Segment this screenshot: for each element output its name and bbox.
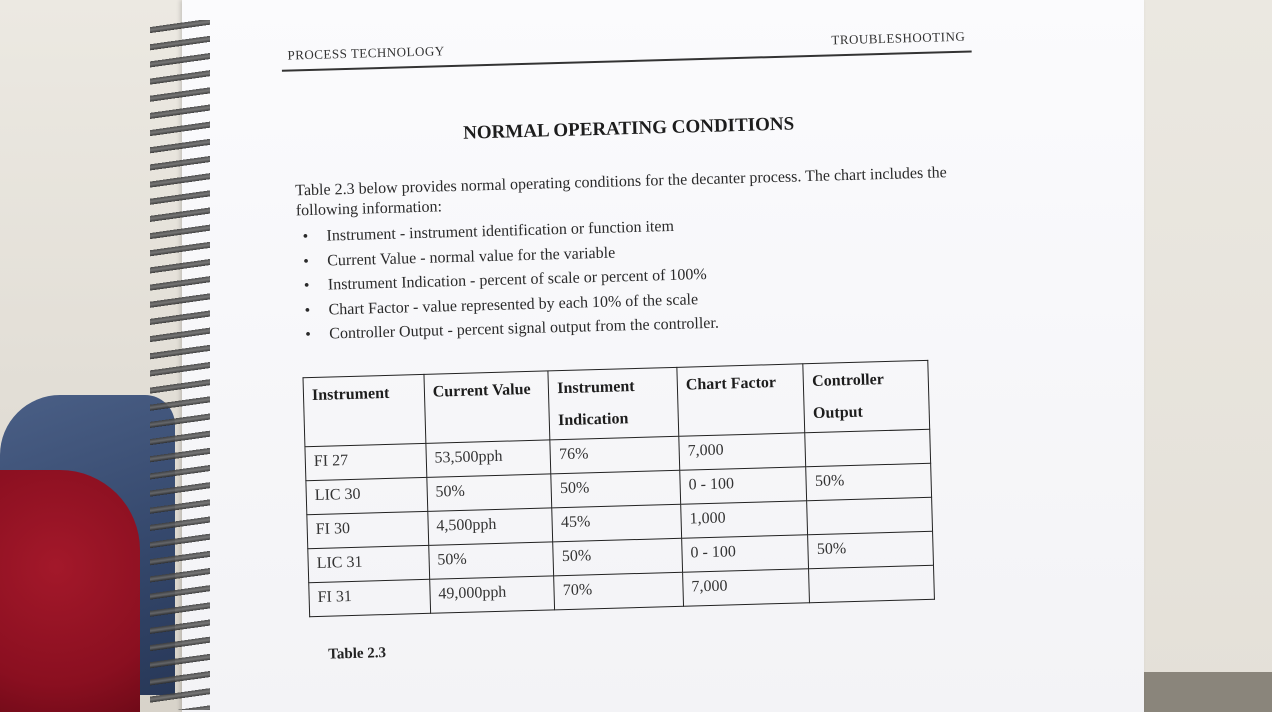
- definition-item: • Instrument - instrument identification or function item: [296, 208, 936, 250]
- column-header-instrument: Instrument: [303, 374, 426, 446]
- cell-instrument-indication: 45%: [552, 504, 682, 542]
- cell-current-value: 50%: [428, 542, 553, 579]
- cell-controller-output: [807, 497, 933, 534]
- cell-current-value: 50%: [427, 474, 552, 511]
- column-header-controller-output: Controller Output: [803, 360, 930, 432]
- cell-current-value: 53,500pph: [426, 440, 551, 477]
- background-red-cloth: [0, 470, 140, 712]
- intro-paragraph: Table 2.3 below provides normal operating conditions for the decanter process. The chart includes the following information:: [295, 164, 947, 220]
- definition-item: • Current Value - normal value for the variable: [297, 232, 937, 274]
- cell-instrument-indication: 70%: [554, 572, 684, 610]
- spiral-binding: [150, 20, 210, 710]
- cell-current-value: 4,500pph: [428, 508, 553, 545]
- operating-conditions-table: [302, 360, 934, 617]
- definition-list: [296, 208, 939, 348]
- cell-chart-factor: 1,000: [681, 501, 808, 539]
- definition-item: • Instrument Indication - percent of scale or percent of 100%: [298, 257, 938, 299]
- header-chapter-title: TROUBLESHOOTING: [831, 28, 966, 48]
- cell-instrument-indication: 50%: [553, 538, 683, 576]
- column-header-instrument-indication: Instrument Indication: [548, 367, 679, 440]
- definition-item: • Controller Output - percent signal output from the controller.: [299, 305, 939, 347]
- page-title: NORMAL OPERATING CONDITIONS: [462, 113, 795, 144]
- cell-instrument: FI 27: [305, 443, 427, 480]
- definition-item: • Chart Factor - value represented by each 10% of the scale: [298, 281, 938, 323]
- cell-instrument: FI 31: [309, 579, 431, 616]
- page-content: [281, 1, 990, 710]
- cell-controller-output: [809, 565, 935, 602]
- cell-instrument: LIC 30: [306, 477, 428, 514]
- cell-instrument-indication: 50%: [551, 470, 681, 508]
- table-caption: Table 2.3: [328, 645, 387, 663]
- cell-current-value: 49,000pph: [429, 576, 554, 613]
- cell-chart-factor: 0 - 100: [680, 467, 807, 505]
- header-section-title: PROCESS TECHNOLOGY: [287, 43, 445, 63]
- background-right: [1132, 0, 1272, 712]
- cell-controller-output: 50%: [808, 531, 934, 568]
- column-header-current-value: Current Value: [424, 371, 550, 443]
- background-table-surface: [1142, 672, 1272, 712]
- cell-chart-factor: 7,000: [683, 569, 810, 607]
- cell-controller-output: [805, 429, 931, 466]
- column-header-chart-factor: Chart Factor: [677, 364, 805, 437]
- cell-chart-factor: 0 - 100: [682, 535, 809, 573]
- cell-instrument: LIC 31: [308, 545, 430, 582]
- cell-instrument: FI 30: [307, 511, 429, 548]
- cell-chart-factor: 7,000: [679, 433, 806, 471]
- cell-controller-output: 50%: [806, 463, 932, 500]
- cell-instrument-indication: 76%: [550, 436, 680, 474]
